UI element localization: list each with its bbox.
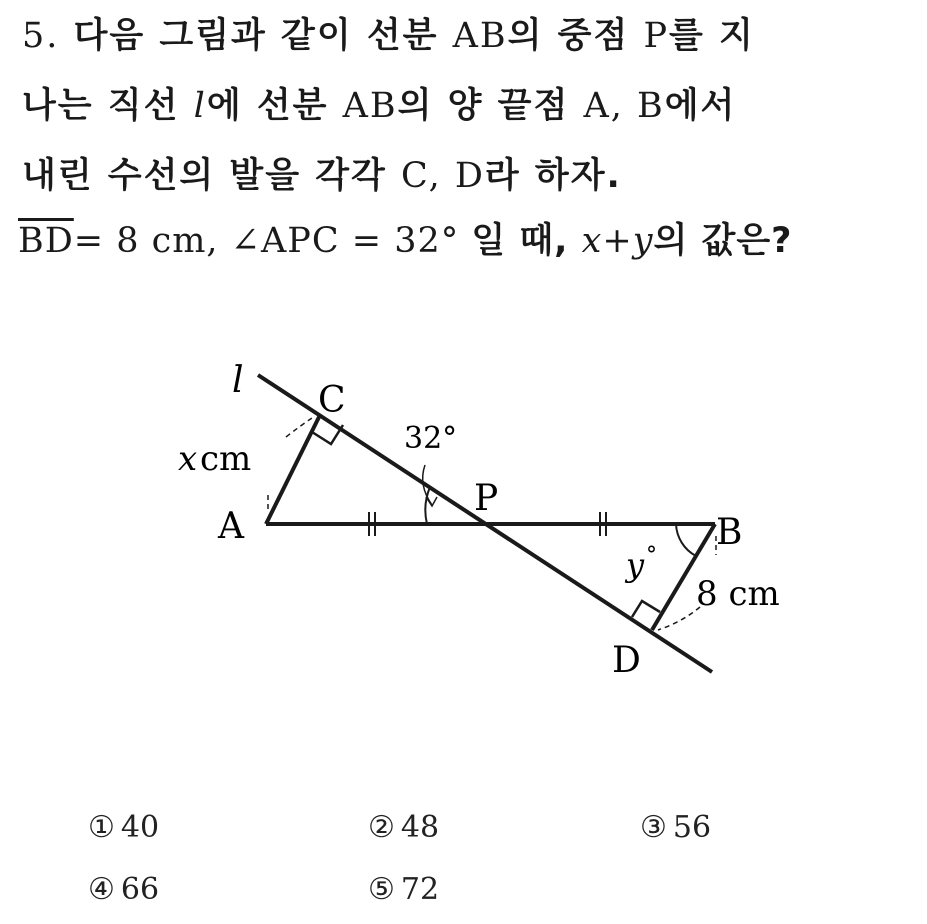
choice-number: ③ [640, 810, 667, 845]
question-text-segment: 의 중점 [507, 16, 644, 56]
right-angle-mark-d [632, 601, 660, 617]
label-x: x [178, 439, 198, 479]
question-text-segment: 내린 수선의 발을 각각 [22, 156, 402, 196]
choice-5[interactable] [368, 872, 439, 907]
choice-value: 40 [120, 810, 160, 845]
dimension-leader-x [286, 418, 312, 437]
question-text-segment: 를 지 [669, 16, 755, 56]
point-p-label: P [643, 16, 669, 56]
choice-4[interactable] [88, 872, 159, 907]
label-angle-32: 32° [404, 421, 458, 456]
segment-ac [266, 415, 320, 524]
label-l: l [232, 360, 244, 401]
label-p: P [474, 478, 499, 519]
question-text-segment: 라 하자. [484, 156, 622, 196]
label-8cm: 8 cm [696, 574, 780, 614]
variable-x: x [581, 221, 603, 261]
choice-value: 48 [400, 810, 440, 845]
angle-arc-abd [676, 524, 696, 556]
choice-3[interactable] [640, 810, 711, 845]
choice-value: 56 [672, 810, 712, 845]
question-text-segment: 다음 그림과 같이 선분 [73, 16, 453, 56]
choice-1[interactable] [88, 810, 159, 845]
choice-value: 66 [120, 872, 160, 907]
arrow-head-icon [426, 497, 437, 506]
label-b: B [716, 512, 743, 553]
label-c: C [318, 380, 346, 421]
choice-number: ① [88, 810, 115, 845]
label-x-unit: cm [200, 439, 252, 479]
question-text-segment: 에 선분 [206, 86, 343, 126]
endpoints-label: A, B [583, 86, 665, 126]
feet-label: C, D [401, 156, 485, 196]
label-d: D [612, 640, 641, 681]
variable-y: y [632, 221, 654, 261]
condition-text: 의 값은? [653, 221, 793, 261]
question-text-segment: 에서 [664, 86, 737, 126]
question-number: 5. [22, 16, 60, 56]
choice-2[interactable] [368, 810, 439, 845]
plus-sign: + [602, 221, 633, 261]
segment-bd-label: $\overline{BD}$ [18, 221, 74, 261]
segment-ab-label: AB [342, 86, 398, 126]
line-l-label: l [193, 86, 207, 126]
condition-text: 일 때, [471, 221, 582, 261]
question-text-segment: 의 양 끝점 [397, 86, 584, 126]
label-y-degree: ° [646, 543, 657, 568]
choice-number: ④ [88, 872, 115, 907]
question-text-segment: 나는 직선 [22, 86, 194, 126]
condition-values: = 8 cm, ∠APC = 32° [73, 221, 472, 261]
choice-value: 72 [400, 872, 440, 907]
label-a: A [218, 506, 244, 547]
label-y: y [626, 546, 645, 584]
segment-ab-label: AB [452, 16, 508, 56]
choice-number: ⑤ [368, 872, 395, 907]
choice-number: ② [368, 810, 395, 845]
